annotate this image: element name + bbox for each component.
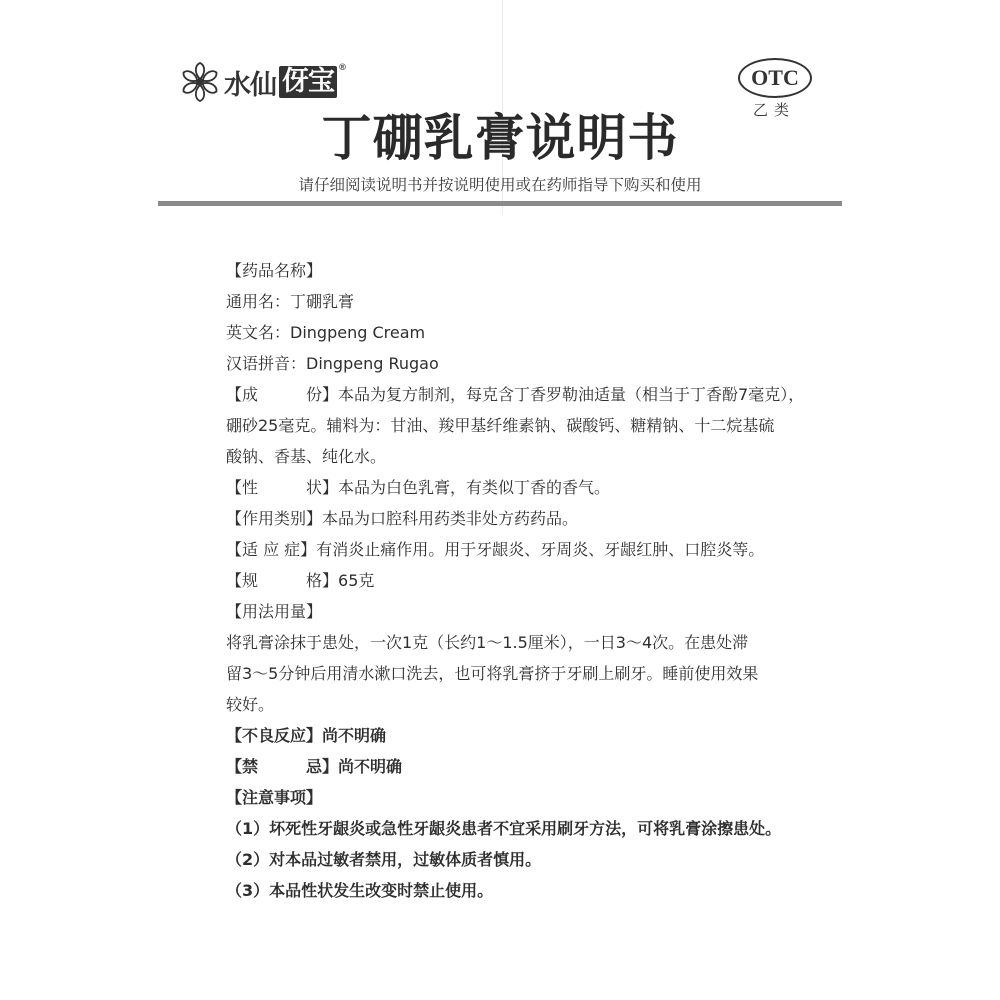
indications-text: 有消炎止痛作用。用于牙龈炎、牙周炎、牙龈红肿、口腔炎等。 xyxy=(316,540,765,559)
header-divider xyxy=(158,201,842,206)
description-label-close: 状】 xyxy=(306,478,339,497)
indications-row xyxy=(226,534,826,565)
pinyin-name: 汉语拼音：Dingpeng Rugao xyxy=(226,354,439,373)
brand-name-boxed: 伢宝 xyxy=(279,66,337,98)
composition-label-open: 【成 xyxy=(226,385,259,404)
composition-line-2: 硼砂25毫克。辅料为：甘油、羧甲基纤维素钠、碳酸钙、糖精钠、十二烷基硫 xyxy=(226,416,775,435)
dosage-heading: 【用法用量】 xyxy=(226,602,323,621)
flower-icon xyxy=(180,62,220,102)
description-label-open: 【性 xyxy=(226,478,259,497)
specification-label-open: 【规 xyxy=(226,571,259,590)
drug-name-heading: 【药品名称】 xyxy=(226,261,323,280)
otc-badge: OTC xyxy=(738,58,812,98)
dosage-line-3: 较好。 xyxy=(226,695,275,714)
description-text: 本品为白色乳膏，有类似丁香的香气。 xyxy=(338,478,611,497)
specification-row xyxy=(226,565,826,596)
category-row xyxy=(226,503,826,534)
english-name: 英文名：Dingpeng Cream xyxy=(226,323,426,342)
generic-name: 通用名：丁硼乳膏 xyxy=(226,292,355,311)
brand-name-plain: 水仙 xyxy=(224,69,276,101)
composition-text-1: 本品为复方制剂，每克含丁香罗勒油适量（相当于丁香酚7毫克）， xyxy=(338,385,805,404)
adverse-label: 【不良反应】 xyxy=(226,726,323,745)
composition-line-3: 酸钠、香基、纯化水。 xyxy=(226,447,387,466)
category-text: 本品为口腔科用药类非处方药药品。 xyxy=(322,509,579,528)
registered-mark: ® xyxy=(338,62,346,73)
indications-label: 【适 应 症】 xyxy=(226,540,317,559)
usage-notice: 请仔细阅读说明书并按说明使用或在药师指导下购买和使用 xyxy=(298,176,702,194)
contraindications-label-close: 忌】 xyxy=(306,757,339,776)
adverse-row xyxy=(226,720,826,751)
adverse-text: 尚不明确 xyxy=(322,726,387,745)
contraindications-row xyxy=(226,751,826,782)
dosage-line-2: 留3～5分钟后用清水漱口洗去，也可将乳膏挤于牙刷上刷牙。睡前使用效果 xyxy=(226,664,759,683)
composition-line-1 xyxy=(226,379,826,410)
precaution-item-3: （3）本品性状发生改变时禁止使用。 xyxy=(226,881,494,900)
dosage-line-1: 将乳膏涂抹于患处，一次1克（长约1～1.5厘米），一日3～4次。在患处滞 xyxy=(226,633,749,652)
precaution-item-1: （1）坏死性牙龈炎或急性牙龈炎患者不宜采用刷牙方法，可将乳膏涂擦患处。 xyxy=(226,819,782,838)
precautions-heading: 【注意事项】 xyxy=(226,788,323,807)
leaflet-body xyxy=(226,255,826,906)
contraindications-label-open: 【禁 xyxy=(226,757,259,776)
specification-label-close: 格】 xyxy=(306,571,339,590)
composition-label-close: 份】 xyxy=(306,385,339,404)
document-title: 丁硼乳膏说明书 xyxy=(321,109,679,167)
specification-text: 65克 xyxy=(338,571,375,590)
brand-name xyxy=(224,63,346,102)
precaution-item-2: （2）对本品过敏者禁用，过敏体质者慎用。 xyxy=(226,850,542,869)
otc-class: 乙类 xyxy=(752,101,795,119)
contraindications-text: 尚不明确 xyxy=(338,757,403,776)
category-label: 【作用类别】 xyxy=(226,509,323,528)
description-row xyxy=(226,472,826,503)
